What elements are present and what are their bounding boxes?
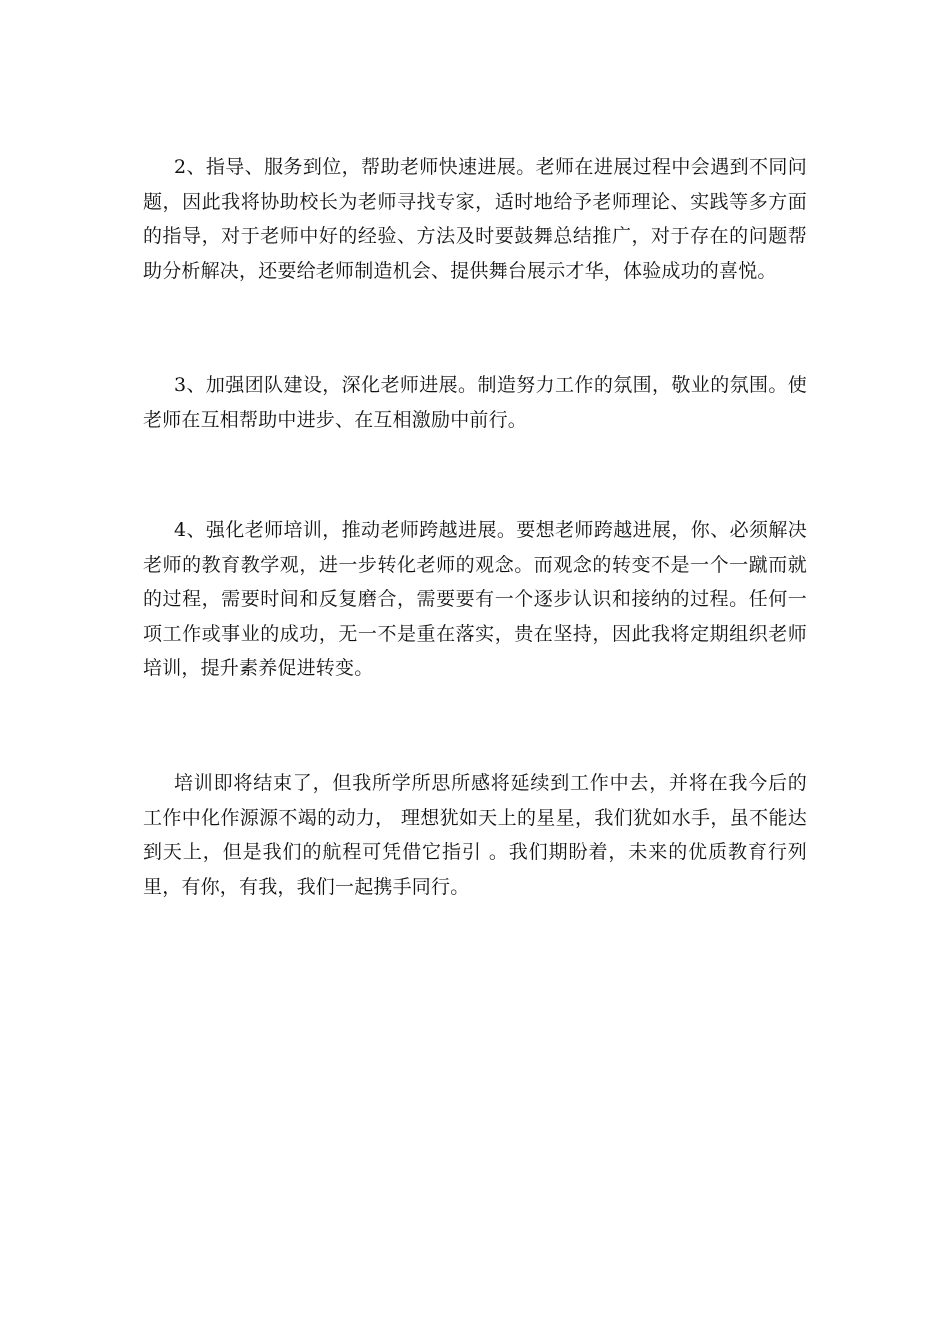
paragraph-teacher-training: 4、强化老师培训，推动老师跨越进展。要想老师跨越进展，你、必须解决老师的教育教学观，进一步转化老师的观念。而观念的转变不是一个一蹴而就的过程，需要时间和反复磨合，需要要有一个逐步认识和接纳的过程。任何一项工作或事业的成功，无一不是重在落实，贵在坚持，因此我将定期组织老师培训，提升素养促进转变。 (143, 519, 807, 679)
paragraph-conclusion: 培训即将结束了，但我所学所思所感将延续到工作中去，并将在我今后的工作中化作源源不竭的动力， 理想犹如天上的星星，我们犹如水手，虽不能达到天上，但是我们的航程可凭借它指引 。我们期盼着，未来的优质教育行列里，有你，有我，我们一起携手同行。 (143, 772, 807, 898)
paragraph-team-building: 3、加强团队建设，深化老师进展。制造努力工作的氛围，敬业的氛围。使老师在互相帮助中进步、在互相激励中前行。 (143, 374, 807, 431)
paragraph-guidance-service: 2、指导、服务到位，帮助老师快速进展。老师在进展过程中会遇到不同问题，因此我将协助校长为老师寻找专家，适时地给予老师理论、实践等多方面的指导，对于老师中好的经验、方法及时要鼓舞总结推广，对于存在的问题帮助分析解决，还要给老师制造机会、提供舞台展示才华，体验成功的喜悦。 (143, 156, 807, 282)
